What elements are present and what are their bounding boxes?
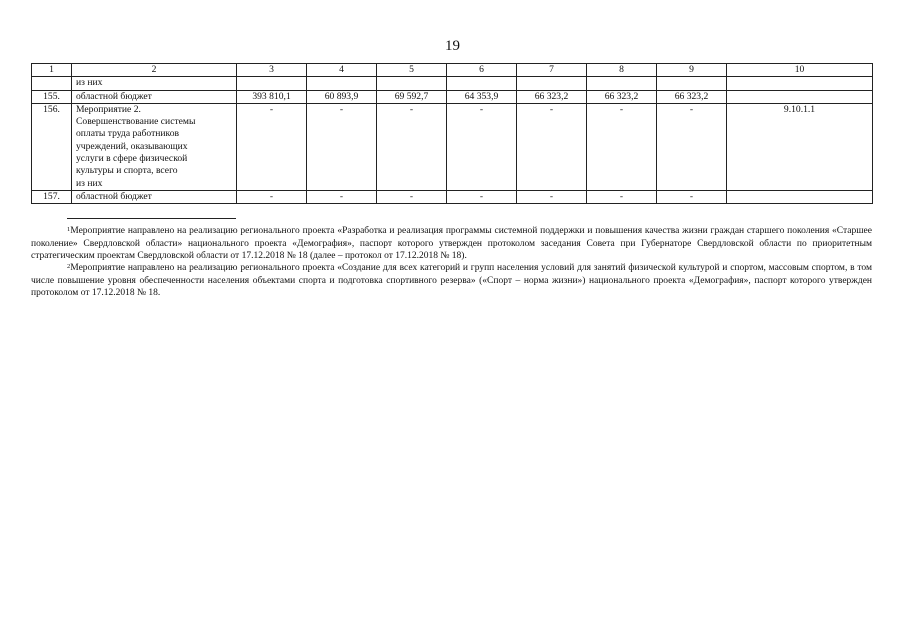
table-header-row <box>32 64 873 77</box>
table-cell: 393 810,1 <box>237 90 307 103</box>
row-name-line: оплаты труда работников <box>76 128 180 140</box>
table-cell <box>727 77 873 90</box>
column-header: 5 <box>377 64 447 77</box>
table-cell: - <box>657 190 727 203</box>
row-name: областной бюджет <box>72 190 237 203</box>
row-number <box>32 77 72 90</box>
table-cell: - <box>237 103 307 190</box>
table-cell <box>517 77 587 90</box>
table-row <box>32 90 873 103</box>
table-cell: - <box>447 103 517 190</box>
page-number: 19 <box>445 38 460 54</box>
table-cell: 69 592,7 <box>377 90 447 103</box>
footnote-separator <box>67 218 236 219</box>
row-name: областной бюджет <box>72 90 237 103</box>
table-row <box>32 77 873 90</box>
footnote-mark: 2 <box>67 263 71 270</box>
table-cell <box>237 77 307 90</box>
table-cell <box>307 77 377 90</box>
row-name-line: услуги в сфере физической <box>76 153 188 165</box>
column-header: 10 <box>727 64 873 77</box>
row-name-line: культуры и спорта, всего <box>76 165 178 177</box>
row-name <box>72 103 237 190</box>
table-cell <box>727 90 873 103</box>
column-header: 8 <box>587 64 657 77</box>
table-row <box>32 103 873 190</box>
table-cell: - <box>307 103 377 190</box>
table-cell: - <box>377 190 447 203</box>
row-name-line: Совершенствование системы <box>76 116 196 128</box>
table-cell: - <box>307 190 377 203</box>
footnote-text: Мероприятие направлено на реализацию регионального проекта «Создание для всех категорий и групп населения условий для занятий физической культурой и спортом, массовым спортом, в том числе повышение уровня обеспеченности населения объектами спорта и подготовка спортивного резерва» («Спорт – норма жизни») национального проекта «Демография», паспорт которого утвержден протоколом от 17.12.2018 № 18. <box>31 263 872 299</box>
target-code-cell: 9.10.1.1 <box>727 103 873 190</box>
table-cell <box>727 190 873 203</box>
footnote-1 <box>31 225 872 263</box>
row-name-line: Мероприятие 2. <box>76 103 141 115</box>
table-row <box>32 190 873 203</box>
column-header: 6 <box>447 64 517 77</box>
row-number: 156. <box>32 103 72 190</box>
column-header: 1 <box>32 64 72 77</box>
table-cell <box>587 77 657 90</box>
table-cell: - <box>377 103 447 190</box>
footnote-2 <box>31 262 872 300</box>
row-number: 155. <box>32 90 72 103</box>
row-number: 157. <box>32 190 72 203</box>
footnote-mark: 1 <box>67 226 71 233</box>
table-cell: 66 323,2 <box>517 90 587 103</box>
table-cell: 66 323,2 <box>657 90 727 103</box>
table-cell <box>657 77 727 90</box>
table-cell: 64 353,9 <box>447 90 517 103</box>
table-cell: - <box>587 190 657 203</box>
table-cell <box>377 77 447 90</box>
table-cell: - <box>517 103 587 190</box>
row-name-line: из них <box>76 177 103 189</box>
table-cell: - <box>587 103 657 190</box>
table-cell: - <box>447 190 517 203</box>
budget-table <box>31 63 873 204</box>
table-cell: - <box>517 190 587 203</box>
row-name-line: учреждений, оказывающих <box>76 140 188 152</box>
column-header: 9 <box>657 64 727 77</box>
column-header: 4 <box>307 64 377 77</box>
column-header: 7 <box>517 64 587 77</box>
table-cell: 60 893,9 <box>307 90 377 103</box>
table-cell: - <box>237 190 307 203</box>
column-header: 2 <box>72 64 237 77</box>
row-name: из них <box>72 77 237 90</box>
column-header: 3 <box>237 64 307 77</box>
table-cell <box>447 77 517 90</box>
table-cell: 66 323,2 <box>587 90 657 103</box>
footnote-text: Мероприятие направлено на реализацию регионального проекта «Разработка и реализация программы системной поддержки и повышения качества жизни граждан старшего поколения «Старшее поколение» Свердловской области» национального проекта «Демография», паспорт которого утвержден протоколом заседания Совета при Губернаторе Свердловской области по приоритетным стратегическим проектам Свердловской области от 17.12.2018 № 18 (далее – протокол от 17.12.2018 № 18). <box>31 226 872 262</box>
table-cell: - <box>657 103 727 190</box>
